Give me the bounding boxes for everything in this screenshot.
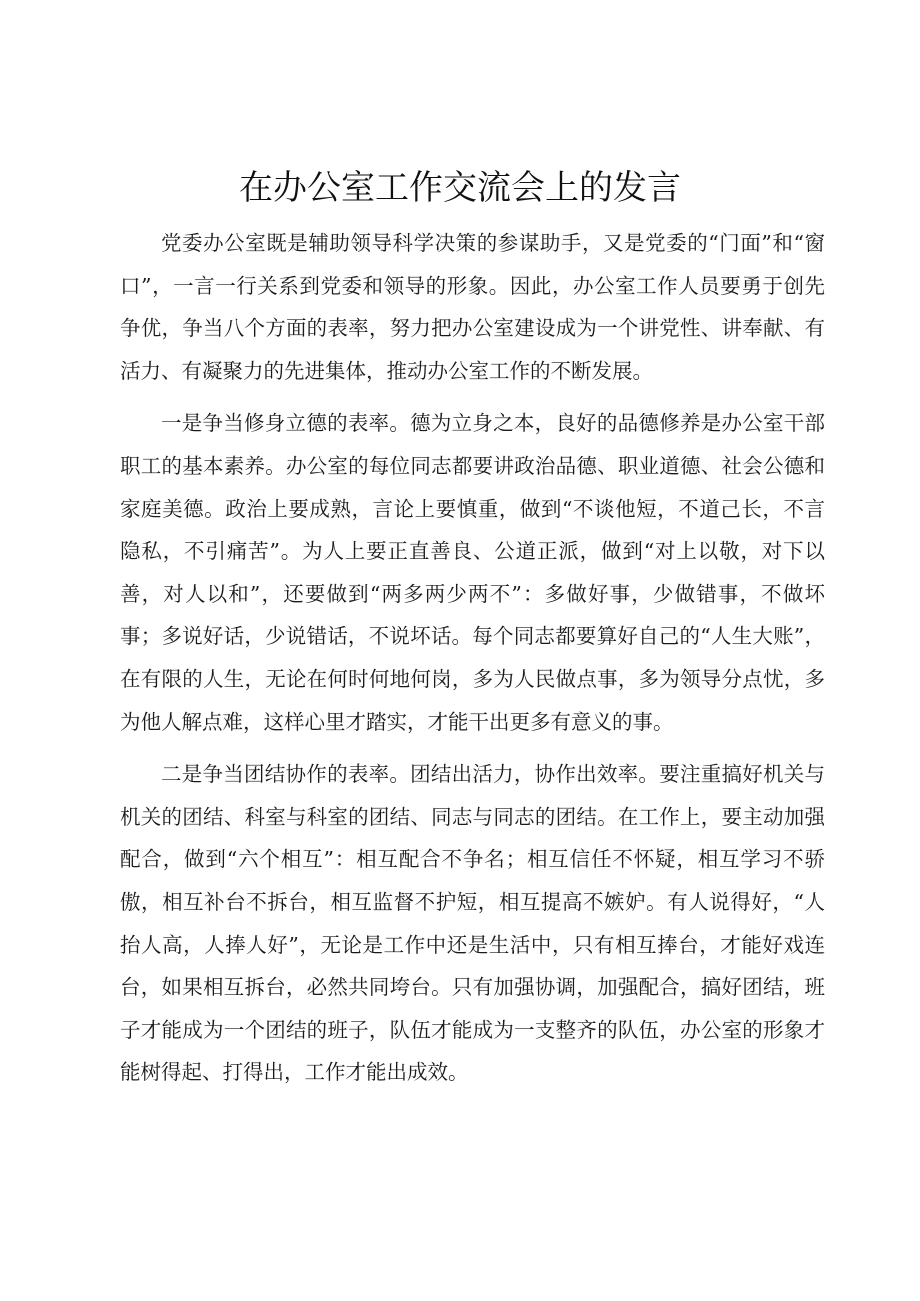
paragraph-point-one: 一是争当修身立德的表率。德为立身之本，良好的品德修养是办公室干部职工的基本素养。办公室的每位同志都要讲政治品德、职业道德、社会公德和家庭美德。政治上要成熟，言论上要慎重，做到“不谈他短，不道己长，不言隐私，不引痛苦”。为人上要正直善良、公道正派，做到“对上以敬，对下以善，对人以和”，还要做到“两多两少两不”：多做好事，少做错事，不做坏事；多说好话，少说错话，不说坏话。每个同志都要算好自己的“人生大账”，在有限的人生，无论在何时何地何岗，多为人民做点事，多为领导分点忧，多为他人解点难，这样心里才踏实，才能干出更多有意义的事。: [120, 411, 825, 734]
paragraph-point-two: 二是争当团结协作的表率。团结出活力，协作出效率。要注重搞好机关与机关的团结、科室与科室的团结、同志与同志的团结。在工作上，要主动加强配合，做到“六个相互”：相互配合不争名；相互信任不怀疑，相互学习不骄傲，相互补台不拆台，相互监督不护短，相互提高不嫉妒。有人说得好，“人抬人高，人捧人好”，无论是工作中还是生活中，只有相互捧台，才能好戏连台，如果相互拆台，必然共同垮台。只有加强协调，加强配合，搞好团结，班子才能成为一个团结的班子，队伍才能成为一支整齐的队伍，办公室的形象才能树得起、打得出，工作才能出成效。: [120, 762, 825, 1085]
document-title: 在办公室工作交流会上的发言: [239, 168, 681, 208]
document-body: [120, 222, 825, 1094]
paragraph-intro: 党委办公室既是辅助领导科学决策的参谋助手，又是党委的“门面”和“窗口”，一言一行关系到党委和领导的形象。因此，办公室工作人员要勇于创先争优，争当八个方面的表率，努力把办公室建设成为一个讲党性、讲奉献、有活力、有凝聚力的先进集体，推动办公室工作的不断发展。: [120, 231, 825, 383]
